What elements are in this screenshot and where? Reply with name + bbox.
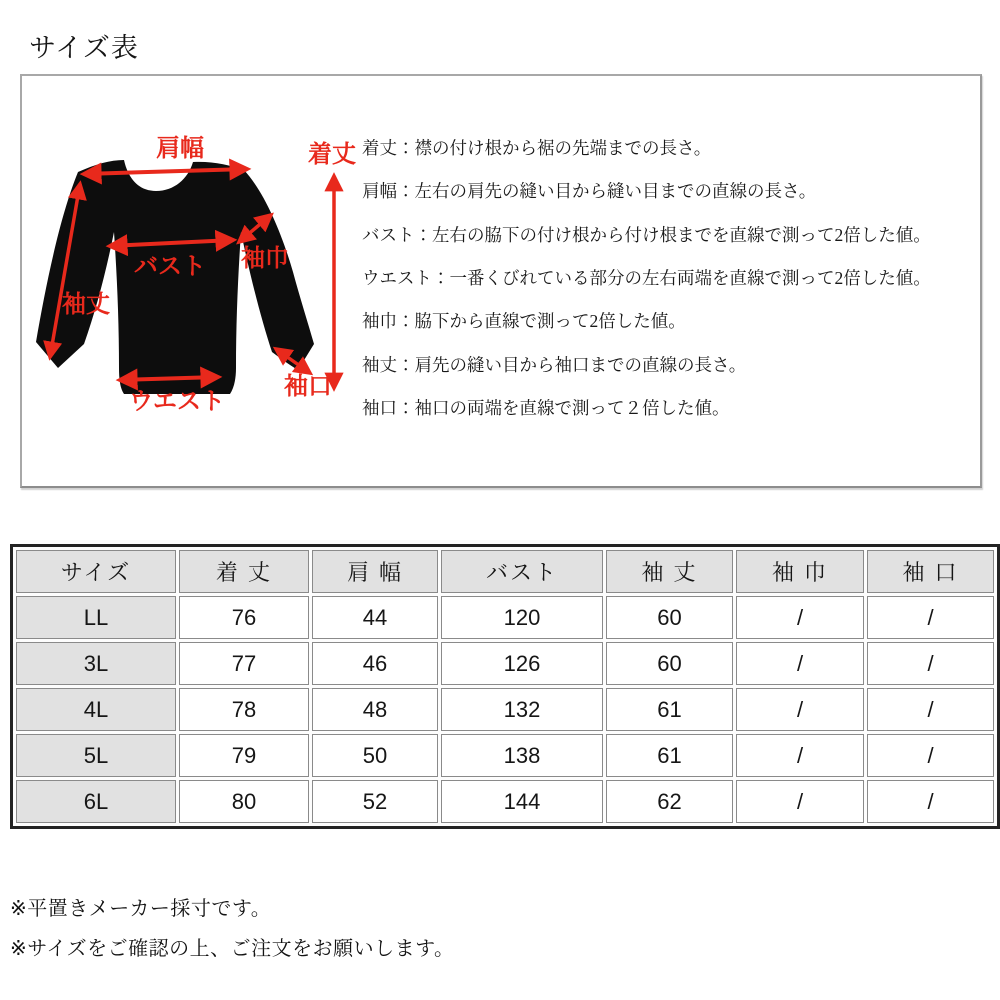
cuff-label: 袖口	[284, 374, 332, 400]
value-cell: 48	[312, 688, 438, 731]
value-cell: 126	[441, 642, 603, 685]
col-header-sleeve-width: 袖 巾	[736, 550, 864, 593]
col-header-size: サイズ	[16, 550, 176, 593]
description-waist: ウエスト：一番くびれている部分の左右両端を直線で測って2倍した値。	[362, 268, 931, 289]
value-cell: /	[736, 780, 864, 823]
measurement-descriptions	[362, 126, 976, 429]
value-cell: 44	[312, 596, 438, 639]
value-cell: 62	[606, 780, 733, 823]
col-header-body-length: 着 丈	[179, 550, 309, 593]
garment-diagram	[22, 76, 368, 484]
description-body-length: 着丈：襟の付け根から裾の先端までの長さ。	[362, 138, 712, 159]
sleeve-length-label: 袖丈	[62, 292, 110, 318]
table-row	[16, 780, 994, 823]
value-cell: 50	[312, 734, 438, 777]
table-row	[16, 688, 994, 731]
value-cell: 61	[606, 734, 733, 777]
value-cell: 144	[441, 780, 603, 823]
value-cell: /	[867, 780, 994, 823]
size-cell: 6L	[16, 780, 176, 823]
col-header-cuff: 袖 口	[867, 550, 994, 593]
value-cell: 80	[179, 780, 309, 823]
value-cell: 77	[179, 642, 309, 685]
table-row	[16, 596, 994, 639]
shoulder-width-label: 肩幅	[156, 136, 204, 162]
size-table-header-row	[16, 550, 994, 593]
table-row	[16, 734, 994, 777]
footnotes	[10, 889, 455, 969]
waist-label: ウエスト	[129, 389, 225, 415]
value-cell: 78	[179, 688, 309, 731]
value-cell: /	[867, 642, 994, 685]
value-cell: 46	[312, 642, 438, 685]
description-bust: バスト：左右の脇下の付け根から付け根までを直線で測って2倍した値。	[362, 224, 931, 245]
value-cell: /	[736, 596, 864, 639]
size-cell: 4L	[16, 688, 176, 731]
description-sleeve-width: 袖巾：脇下から直線で測って2倍した値。	[362, 311, 686, 332]
note-measured-flat: ※平置きメーカー採寸です。	[10, 898, 272, 920]
value-cell: 76	[179, 596, 309, 639]
size-cell: 3L	[16, 642, 176, 685]
value-cell: /	[736, 642, 864, 685]
value-cell: 120	[441, 596, 603, 639]
col-header-bust: バスト	[441, 550, 603, 593]
value-cell: /	[736, 688, 864, 731]
value-cell: 52	[312, 780, 438, 823]
page-title: サイズ表	[29, 33, 139, 63]
size-table	[10, 544, 1000, 829]
value-cell: /	[867, 596, 994, 639]
description-shoulder: 肩幅：左右の肩先の縫い目から縫い目までの直線の長さ。	[362, 181, 817, 202]
value-cell: 132	[441, 688, 603, 731]
measurement-guide-panel	[20, 74, 982, 488]
col-header-shoulder: 肩 幅	[312, 550, 438, 593]
sleeve-width-label: 袖巾	[241, 246, 289, 272]
body-length-label: 着丈	[308, 142, 356, 168]
value-cell: /	[867, 734, 994, 777]
description-sleeve-length: 袖丈：肩先の縫い目から袖口までの直線の長さ。	[362, 354, 747, 375]
description-cuff: 袖口：袖口の両端を直線で測って２倍した値。	[362, 397, 730, 418]
value-cell: 60	[606, 596, 733, 639]
note-confirm-size: ※サイズをご確認の上、ご注文をお願いします。	[10, 938, 455, 960]
value-cell: 61	[606, 688, 733, 731]
col-header-sleeve-length: 袖 丈	[606, 550, 733, 593]
value-cell: 79	[179, 734, 309, 777]
bust-label: バスト	[134, 254, 206, 280]
size-cell: 5L	[16, 734, 176, 777]
table-row	[16, 642, 994, 685]
value-cell: /	[867, 688, 994, 731]
size-cell: LL	[16, 596, 176, 639]
value-cell: /	[736, 734, 864, 777]
value-cell: 138	[441, 734, 603, 777]
value-cell: 60	[606, 642, 733, 685]
